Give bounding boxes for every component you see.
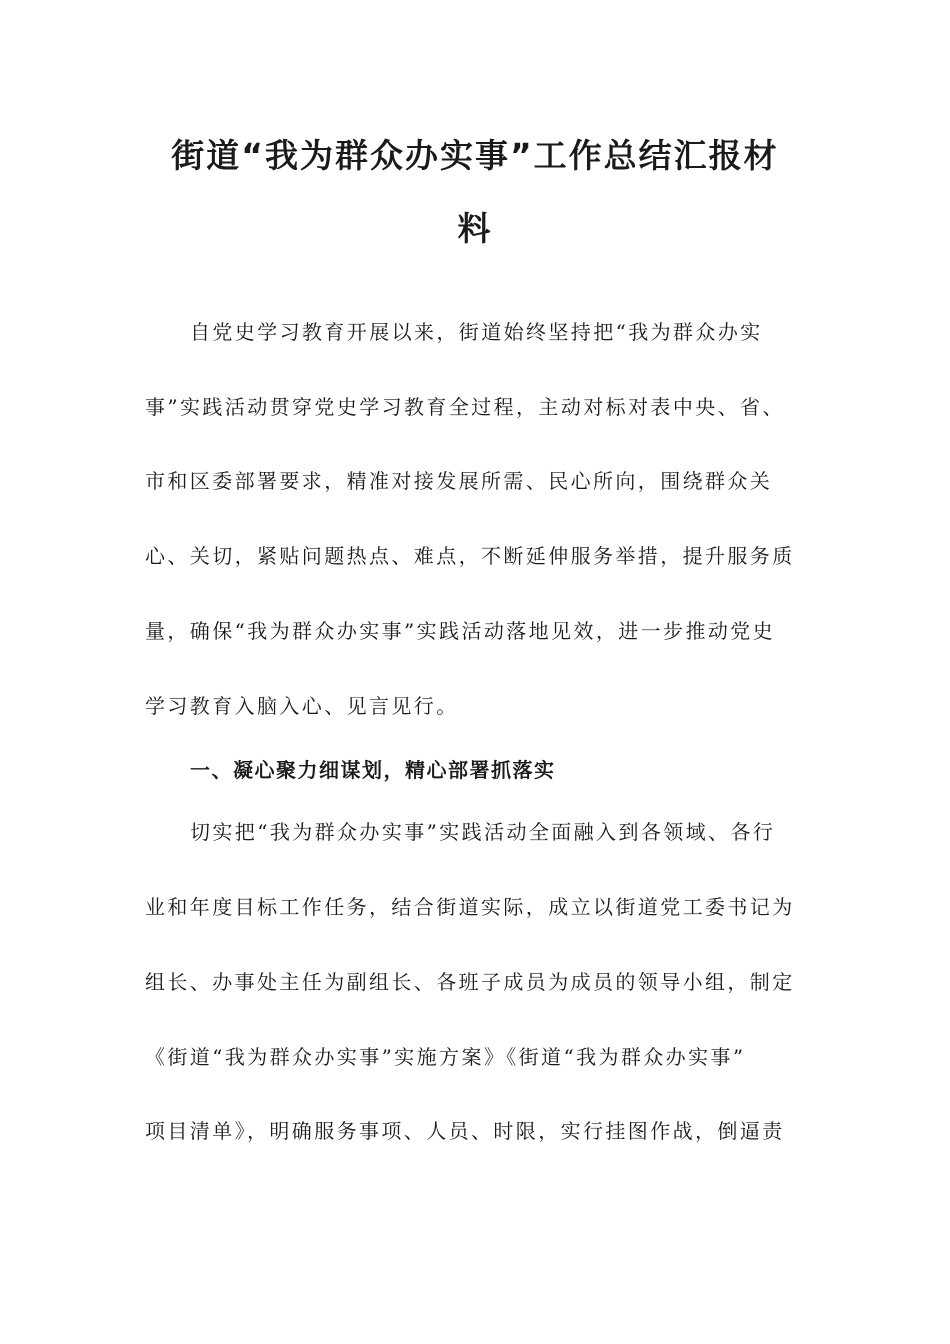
paragraph-1-line-3: 市和区委部署要求，精准对接发展所需、民心所向，围绕群众关 xyxy=(145,469,773,493)
paragraph-2-line-3: 组长、办事处主任为副组长、各班子成员为成员的领导小组，制定 xyxy=(145,970,795,994)
paragraph-1-line-1: 自党史学习教育开展以来，街道始终坚持把“我为群众办实 xyxy=(190,320,763,344)
document-title-line-1: 街道“我为群众办实事”工作总结汇报材 xyxy=(171,136,779,175)
paragraph-2-line-5: 项目清单》，明确服务事项、人员、时限，实行挂图作战，倒逼责 xyxy=(145,1119,785,1143)
paragraph-1-line-4: 心、关切，紧贴问题热点、难点，不断延伸服务举措，提升服务质 xyxy=(145,544,795,568)
paragraph-1-line-5: 量，确保“我为群众办实事”实践活动落地见效，进一步推动党史 xyxy=(145,619,776,643)
paragraph-2-line-1: 切实把“我为群众办实事”实践活动全面融入到各领域、各行 xyxy=(190,820,776,844)
paragraph-1-line-6: 学习教育入脑入心、见言见行。 xyxy=(145,694,459,718)
paragraph-2-line-4: 《街道“我为群众办实事”实施方案》《街道“我为群众办实事” xyxy=(145,1045,746,1069)
document-title-line-2: 料 xyxy=(457,209,493,248)
section-1-heading: 一、凝心聚力细谋划，精心部署抓落实 xyxy=(190,758,556,782)
paragraph-1-line-2: 事”实践活动贯穿党史学习教育全过程，主动对标对表中央、省、 xyxy=(145,395,785,419)
paragraph-2-line-2: 业和年度目标工作任务，结合街道实际，成立以街道党工委书记为 xyxy=(145,895,795,919)
